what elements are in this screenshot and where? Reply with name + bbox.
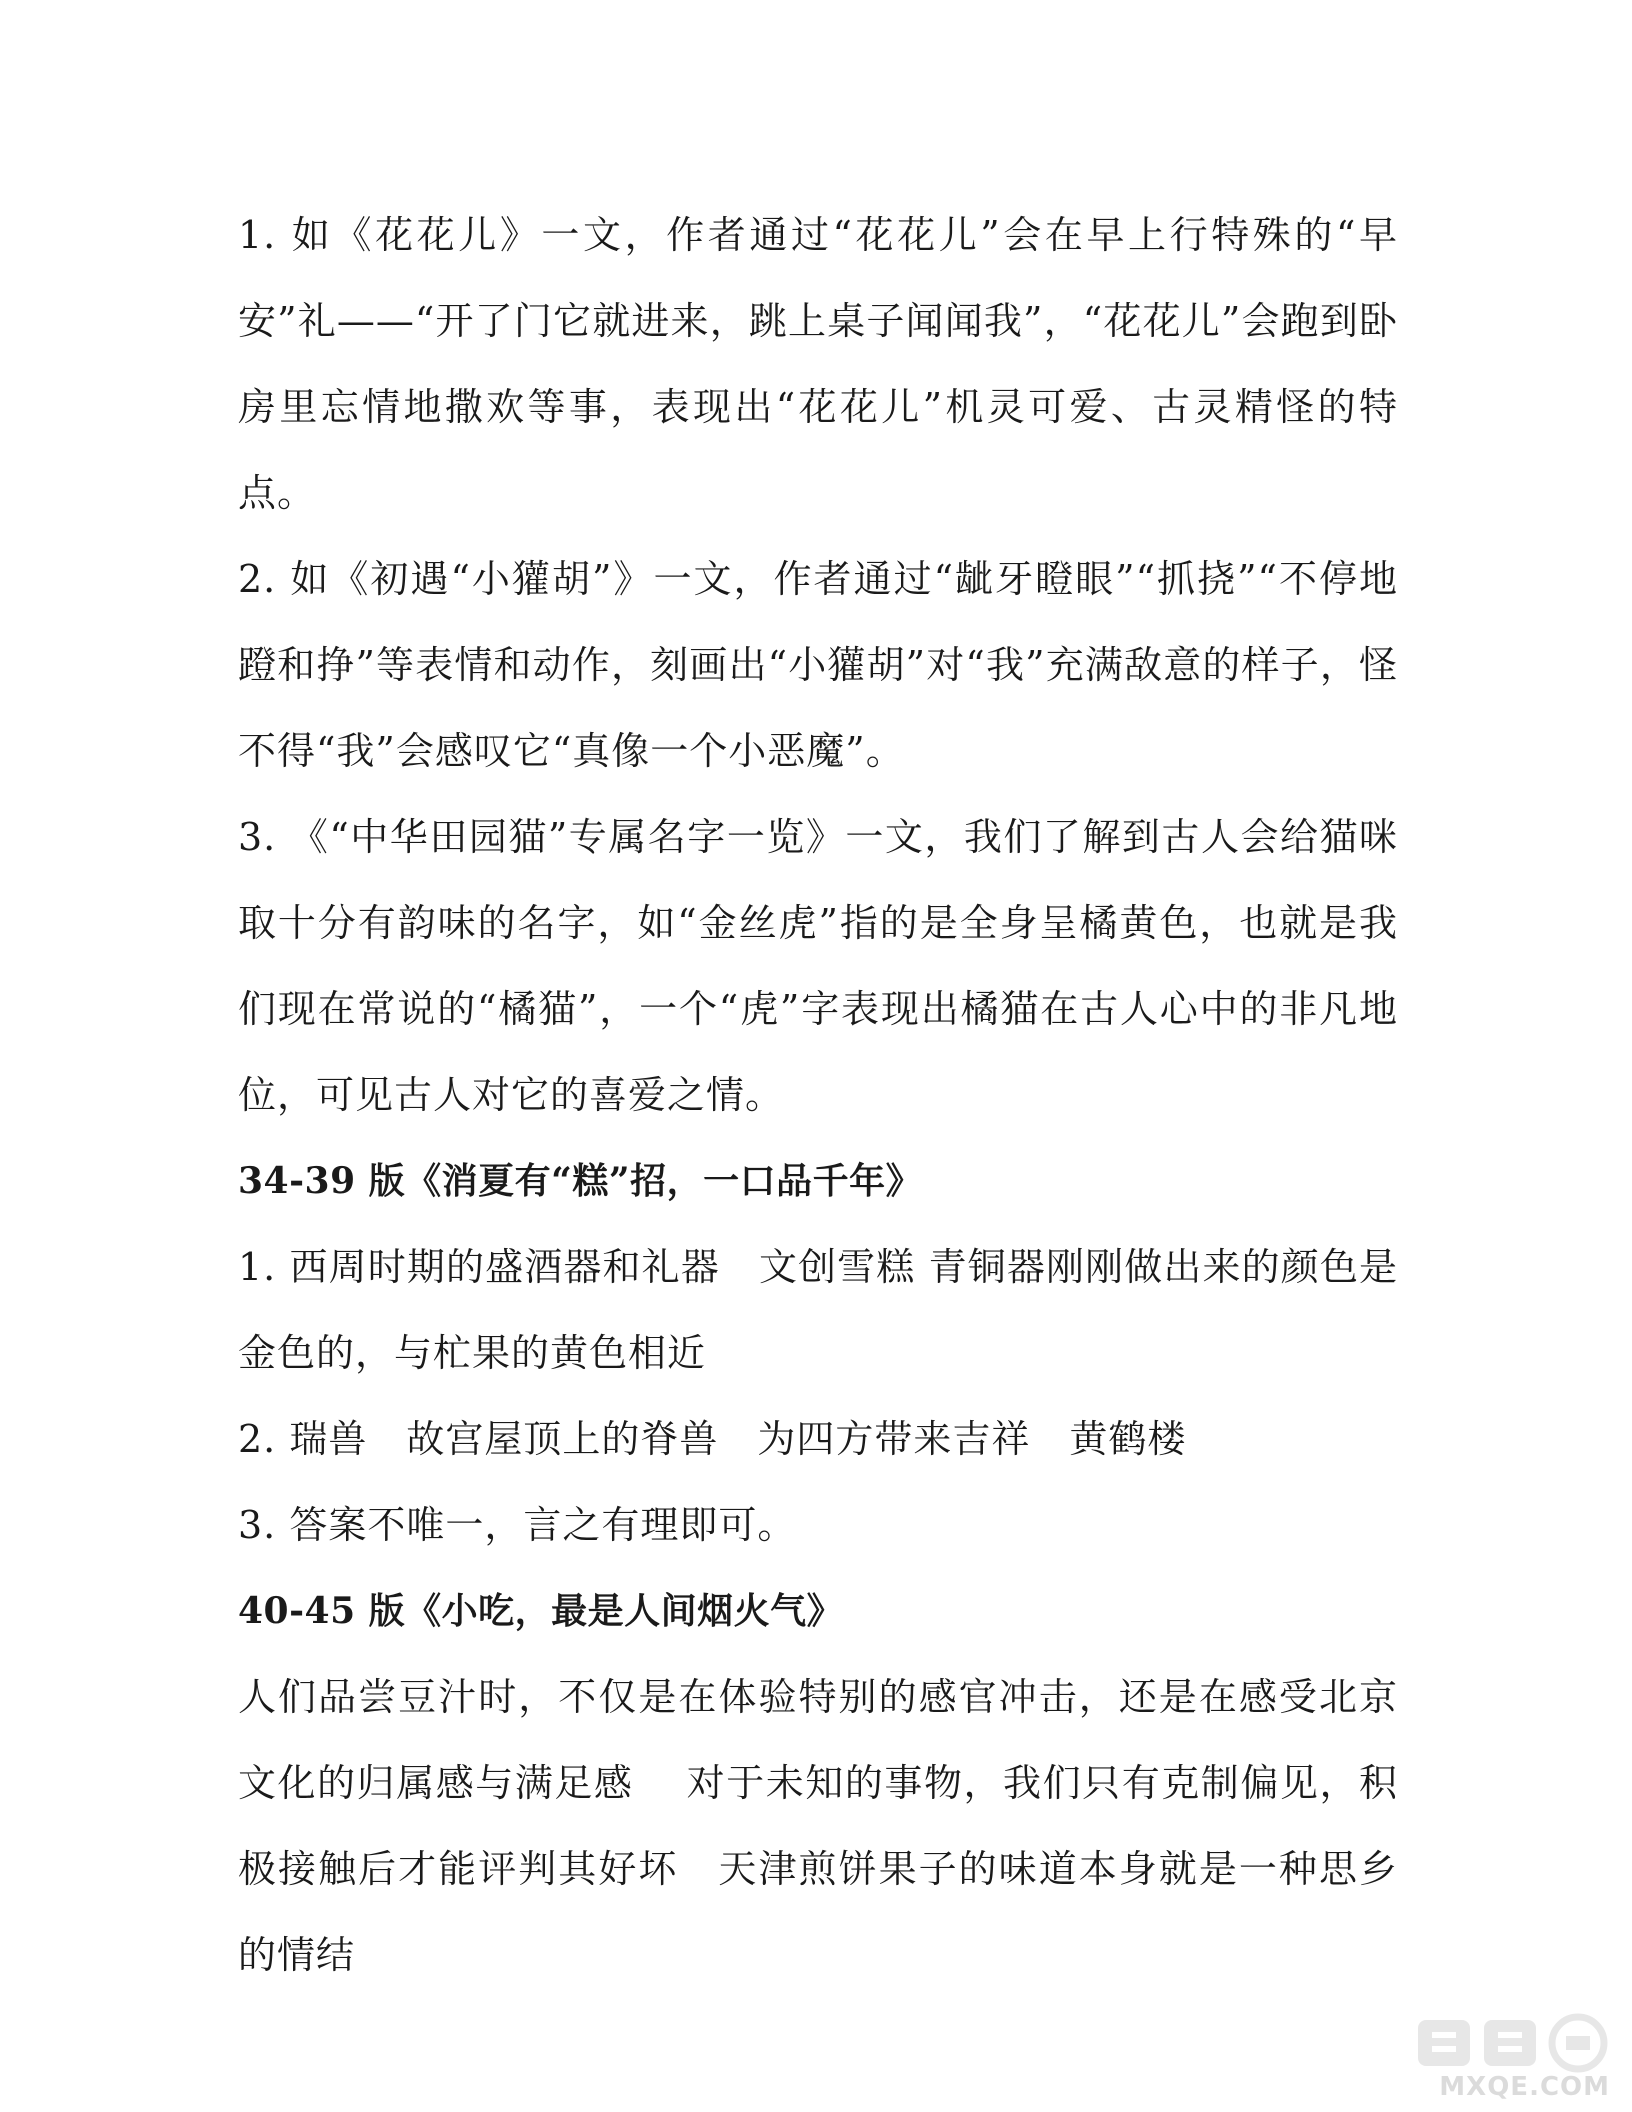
watermark-url: MXQE.COM bbox=[1439, 2072, 1610, 2102]
answer-paragraph-5: 2. 瑞兽 故宫屋顶上的脊兽 为四方带来吉祥 黄鹤楼 bbox=[238, 1417, 1187, 1461]
section-heading-34-39: 34-39 版《消夏有“糕”招，一口品千年》 bbox=[238, 1160, 923, 1202]
answer-paragraph-7: 人们品尝豆汁时，不仅是在体验特别的感官冲击，还是在感受北京文化的归属感与满足感 对于未知的事物，我们只有克制偏见，积极接触后才能评判其好坏 天津煎饼果子的味道本身就是一种思乡的情结 bbox=[238, 1675, 1398, 1977]
answer-paragraph-4: 1. 西周时期的盛酒器和礼器 文创雪糕 青铜器刚刚做出来的颜色是金色的，与杧果的黄色相近 bbox=[238, 1245, 1398, 1375]
answer-paragraph-3: 3. 《“中华田园猫”专属名字一览》一文，我们了解到古人会给猫咪取十分有韵味的名字，如“金丝虎”指的是全身呈橘黄色，也就是我们现在常说的“橘猫”，一个“虎”字表现出橘猫在古人心中的非凡地位，可见古人对它的喜爱之情。 bbox=[238, 815, 1398, 1117]
site-watermark bbox=[1414, 2012, 1614, 2102]
watermark-logo-icon bbox=[1414, 2012, 1614, 2074]
answer-paragraph-1: 1. 如《花花儿》一文，作者通过“花花儿”会在早上行特殊的“早安”礼——“开了门它就进来，跳上桌子闻闻我”，“花花儿”会跑到卧房里忘情地撒欢等事，表现出“花花儿”机灵可爱、古灵精怪的特点。 bbox=[238, 213, 1398, 515]
document-body bbox=[238, 192, 1398, 1998]
section-heading-40-45: 40-45 版《小吃，最是人间烟火气》 bbox=[238, 1590, 844, 1632]
answer-paragraph-2: 2. 如《初遇“小獾胡”》一文，作者通过“龇牙瞪眼”“抓挠”“不停地蹬和挣”等表情和动作，刻画出“小獾胡”对“我”充满敌意的样子，怪不得“我”会感叹它“真像一个小恶魔”。 bbox=[238, 557, 1398, 773]
answer-paragraph-6: 3. 答案不唯一，言之有理即可。 bbox=[238, 1503, 797, 1547]
